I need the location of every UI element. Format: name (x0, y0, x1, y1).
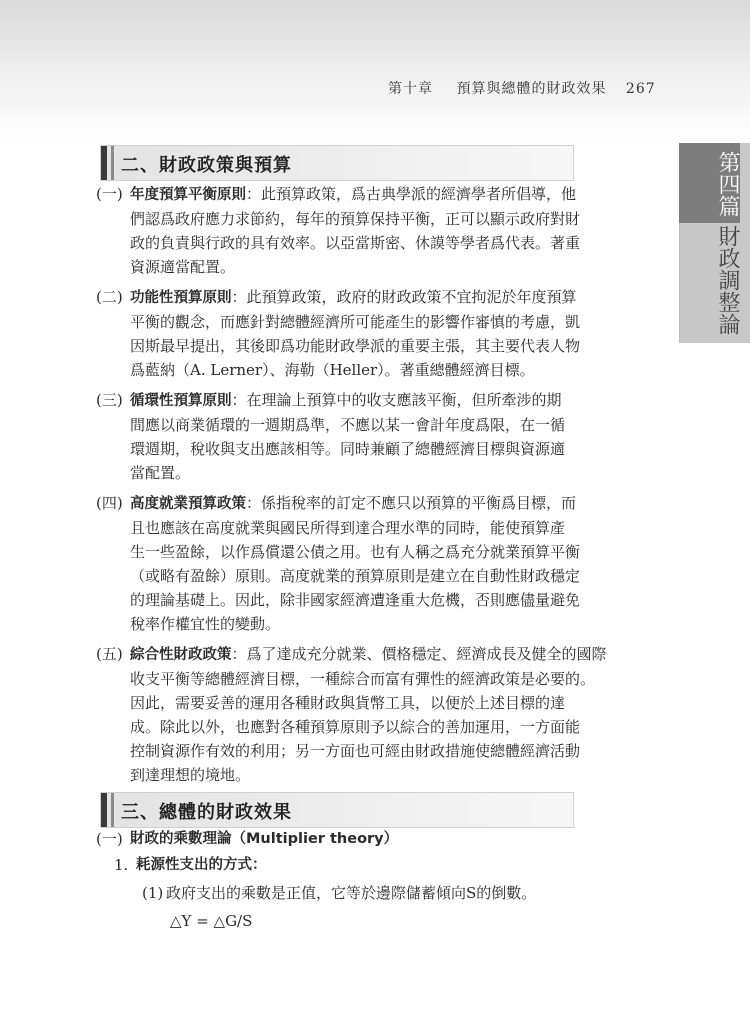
page-top-shade (0, 0, 750, 140)
list-item-line: 環週期，稅收與支出應該相等。同時兼顧了總體經濟目標與資源適 (130, 440, 566, 458)
heading-bar (101, 146, 107, 180)
list-item-line: 因此，需要妥善的運用各種財政與貨幣工具，以便於上述目標的達 (130, 694, 566, 712)
list-item-number: (三) (96, 391, 123, 409)
list-item-line: 因斯最早提出，其後即爲功能財政學派的重要主張，其主要代表人物 (130, 337, 581, 355)
heading-bar-thin (111, 793, 114, 827)
subheading-text: 耗源性支出的方式： (136, 857, 267, 873)
list-item-line: 政的負責與行政的具有效率。以亞當斯密、休謨等學者爲代表。著重 (130, 234, 581, 252)
list-item-line: 到達理想的境地。 (130, 766, 251, 784)
list-item (96, 642, 670, 787)
heading-bar (101, 793, 107, 827)
section-heading-3 (100, 792, 574, 828)
list-item-text: ：係指稅率的訂定不應只以預算的平衡爲目標，而 (246, 494, 577, 512)
list-item-line: 的理論基礎上。因此，除非國家經濟遭逢重大危機，否則應儘量避免 (130, 591, 581, 609)
section-3-body (96, 827, 670, 933)
list-item-line (130, 388, 670, 413)
list-item-line: 稅率作權宜性的變動。 (130, 615, 281, 633)
list-item-line: 們認爲政府應力求節約，每年的預算保持平衡，正可以顯示政府對財 (130, 210, 581, 228)
list-item-line: 資源適當配置。 (130, 258, 236, 276)
list-item (96, 388, 670, 485)
list-item-term: 高度就業預算政策 (130, 496, 246, 512)
side-tab (679, 143, 750, 343)
subheading (96, 827, 670, 851)
list-item-line (130, 182, 670, 207)
list-item (96, 491, 670, 636)
section-heading-2-text: 二、財政政策與預算 (121, 155, 292, 176)
section-heading-3-text: 三、總體的財政效果 (121, 802, 292, 823)
list-item-number: (1) (142, 884, 164, 902)
list-item-line (130, 285, 670, 310)
list-item-line: 當配置。 (130, 464, 191, 482)
list-item-line: 控制資源作有效的利用；另一方面也可經由財政措施使總體經濟活動 (130, 742, 581, 760)
subheading (114, 853, 670, 877)
list-item-term: 綜合性財政政策 (130, 647, 232, 663)
subheading-number: (一) (96, 830, 123, 848)
section-2-body (96, 182, 670, 787)
list-item-line: 平衡的觀念，而應針對總體經濟所可能產生的影響作審慎的考慮，凱 (130, 313, 581, 331)
list-item (96, 285, 670, 382)
list-item-text: ：此預算政策，爲古典學派的經濟學者所倡導，他 (246, 185, 577, 203)
list-item-term: 功能性預算原則 (130, 290, 232, 306)
section-heading-2 (100, 145, 574, 181)
list-item-text: ：在理論上預算中的收支應該平衡，但所牽涉的期 (231, 391, 562, 409)
list-item-line (130, 491, 670, 516)
list-item-number: (四) (96, 494, 123, 512)
list-item (142, 881, 670, 905)
list-item-number: (一) (96, 185, 123, 203)
list-item-text: ：爲了達成充分就業、價格穩定、經濟成長及健全的國際 (231, 645, 607, 663)
side-tab-part: 第四篇 (679, 143, 740, 223)
subheading-text: 財政的乘數理論（Multiplier theory） (130, 831, 399, 847)
list-item-line (130, 642, 670, 667)
list-item-number: (二) (96, 288, 123, 306)
list-item-line: 間應以商業循環的一週期爲準，不應以某一會計年度爲限，在一循 (130, 416, 566, 434)
list-item-line: 成。除此以外，也應對各種預算原則予以綜合的善加運用，一方面能 (130, 718, 581, 736)
list-item (96, 182, 670, 279)
list-item-term: 循環性預算原則 (130, 393, 232, 409)
running-header (388, 78, 656, 98)
list-item-text: ：此預算政策，政府的財政政策不宜拘泥於年度預算 (231, 288, 577, 306)
list-item-line: 爲藍納（A. Lerner）、海勒（Heller）。著重總體經濟目標。 (130, 361, 535, 379)
formula: △Y = △G/S (170, 912, 253, 930)
header-title: 預算與總體的財政效果 (456, 81, 607, 97)
page-number: 267 (625, 81, 656, 97)
heading-bar-thin (111, 146, 114, 180)
subheading-number: 1. (114, 856, 129, 874)
side-tab-title: 財政調整論 (715, 225, 740, 335)
list-item-number: (五) (96, 645, 123, 663)
list-item-line: 收支平衡等總體經濟目標，一種綜合而富有彈性的經濟政策是必要的。 (130, 670, 596, 688)
list-item-line: 生一些盈餘，以作爲償還公債之用。也有人稱之爲充分就業預算平衡 (130, 543, 581, 561)
list-item-term: 年度預算平衡原則 (130, 187, 246, 203)
list-item-line: 且也應該在高度就業與國民所得到達合理水準的同時，能使預算產 (130, 519, 566, 537)
header-chapter: 第十章 (388, 81, 433, 97)
list-item-line: （或略有盈餘）原則。高度就業的預算原則是建立在自動性財政穩定 (130, 567, 581, 585)
list-item-text: 政府支出的乘數是正值，它等於邊際儲蓄傾向S的倒數。 (166, 884, 537, 902)
